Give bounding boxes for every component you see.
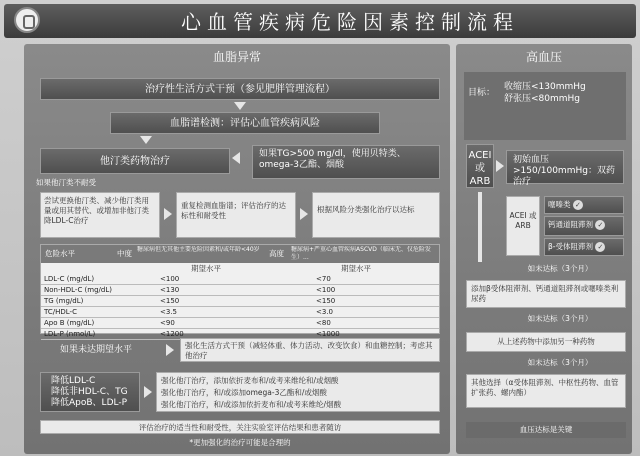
acei-arb-box: ACEI 或 ARB: [466, 144, 494, 188]
arrow-right-icon: [164, 208, 172, 220]
table-cell-name: TC/HDL-C: [41, 307, 157, 318]
table-high-label: 高度: [269, 249, 284, 258]
lipid-test-box: 血脂谱检测：评估心血管疾病风险: [110, 112, 380, 134]
action-item: 强化他汀治疗，和/或添加依折麦布和/或考来维纶/烟酸: [161, 400, 342, 409]
table-body: [41, 274, 439, 340]
dyslipidemia-header: 血脂异常: [212, 50, 261, 64]
table-cell-name: Non-HDL-C (mg/dL): [41, 285, 157, 296]
table-cell-high: <70: [313, 274, 439, 285]
table-high-desc: 糖尿病+严重心血管疾病ASCVD（临床无、仅危险发生）...: [291, 246, 431, 261]
table-cell-high: <100: [313, 285, 439, 296]
footnote: *更加强化的治疗可能是合理的: [189, 438, 291, 447]
goal-label: 目标：: [468, 88, 496, 98]
table-row: [41, 285, 439, 296]
actions-list: [156, 372, 440, 412]
combo-option: [544, 216, 624, 236]
table-cell-name: Apo B (mg/dL): [41, 318, 157, 329]
table-row: [41, 307, 439, 318]
arrow-down-icon: [140, 136, 152, 144]
table-risk-label: 危险水平: [45, 249, 75, 258]
arrow-down-icon: [234, 102, 246, 110]
statin-therapy-box: 他汀类药物治疗: [40, 148, 230, 174]
initial-bp-box: 初始血压>150/100mmHg：双药治疗: [506, 150, 624, 184]
table-cell-medium: <150: [157, 296, 313, 307]
lipid-target-table: [40, 244, 440, 338]
table-cell-high: <1000: [313, 329, 439, 340]
table-target-label: 期望水平: [191, 264, 221, 273]
target-item: 降低ApoB、LDL-P: [51, 398, 128, 408]
table-cell-high: <80: [313, 318, 439, 329]
logo-icon: [14, 7, 40, 33]
table-cell-high: <150: [313, 296, 439, 307]
tg-note-box: 如果TG>500 mg/dl，使用贝特类、omega-3乙酯、烟酸: [252, 145, 440, 179]
table-cell-medium: <90: [157, 318, 313, 329]
not-met-label: 如果未达期望水平: [60, 345, 133, 355]
combo-option: [544, 238, 624, 256]
action-item: 强化他汀治疗，和/或添加omega-3乙酯和/或烟酸: [161, 388, 327, 397]
table-cell-name: LDL-C (mg/dL): [41, 274, 157, 285]
flow-line: [478, 192, 482, 262]
combo-options: [544, 196, 624, 256]
not-met-1: 如未达标（3个月）: [527, 264, 593, 273]
table-cell-name: TG (mg/dL): [41, 296, 157, 307]
goal-systolic: 收缩压<130mmHg: [504, 82, 586, 92]
step2-box: 添加β受体阻滞剂、钙通道阻滞剂或噻嗪类利尿药: [466, 280, 626, 308]
table-row: [41, 318, 439, 329]
page-title: 心血管疾病危险因素控制流程: [181, 10, 519, 34]
table-row: [41, 274, 439, 285]
intolerant-label: 如果他汀类不耐受: [36, 178, 96, 187]
table-cell-high: <3.0: [313, 307, 439, 318]
hypertension-header: 高血压: [525, 50, 562, 64]
lifestyle-box: 治疗性生活方式干预（参见肥胖管理流程）: [40, 78, 440, 100]
not-met-3: 如未达标（3个月）: [527, 358, 593, 367]
bp-goal-box: [464, 72, 626, 140]
arrow-right-icon: [144, 386, 152, 398]
table-cell-medium: <3.5: [157, 307, 313, 318]
combo-option: [544, 196, 624, 214]
arrow-right-icon: [166, 344, 174, 356]
try-other-box: 尝试更换他汀类、减少他汀类用量或用其替代、或增加非他汀类降LDL-C治疗: [40, 192, 160, 238]
table-cell-medium: <100: [157, 274, 313, 285]
table-cell-name: LDL-P (nmol/L): [41, 329, 157, 340]
option-label: β-受体阻滞剂: [548, 242, 593, 251]
target-item: 降低非HDL-C、TG: [51, 387, 128, 397]
check-icon: ✓: [573, 200, 583, 210]
table-target-label-2: 期望水平: [341, 264, 371, 273]
table-medium-label: 中度: [117, 249, 132, 258]
table-cell-medium: <1200: [157, 329, 313, 340]
bp-key-box: 血压达标是关键: [466, 422, 626, 438]
arrow-right-icon: [496, 160, 504, 172]
target-item: 降低LDL-C: [51, 376, 96, 386]
check-icon: ✓: [595, 242, 605, 252]
table-row: [41, 296, 439, 307]
targets-list: [40, 372, 140, 412]
not-met-2: 如未达标（3个月）: [527, 314, 593, 323]
recheck-box: 重复检测血脂谱；评估治疗的达标性和耐受性: [176, 192, 296, 238]
arrow-left-icon: [232, 152, 240, 164]
evaluate-box: 评估治疗的适当性和耐受性，关注实验室评估结果和患者随访: [40, 420, 440, 434]
option-label: 噻嗪类: [548, 200, 571, 209]
check-icon: ✓: [595, 220, 605, 230]
goal-diastolic: 舒张压<80mmHg: [504, 94, 581, 104]
step4-box: 其他选择（α受体阻滞剂、中枢性药物、血管扩张药、螺内酯）: [466, 374, 626, 408]
inner-acei-box: ACEI 或 ARB: [506, 196, 540, 256]
table-medium-desc: 糖尿病但无其他主要危险因素和/或年龄<40岁: [137, 246, 260, 253]
step3-box: 从上述药物中添加另一种药物: [466, 332, 626, 352]
option-label: 钙通道阻滞剂: [548, 220, 593, 229]
intensify-box: 强化生活方式干预（减轻体重、体力活动、改变饮食）和血糖控制；考虑其他治疗: [180, 338, 440, 362]
arrow-right-icon: [300, 208, 308, 220]
table-cell-medium: <130: [157, 285, 313, 296]
risk-adjust-box: 根据风险分类强化治疗以达标: [312, 192, 440, 238]
action-item: 强化他汀治疗，添加依折麦布和/或考来维纶和/或烟酸: [161, 376, 339, 385]
